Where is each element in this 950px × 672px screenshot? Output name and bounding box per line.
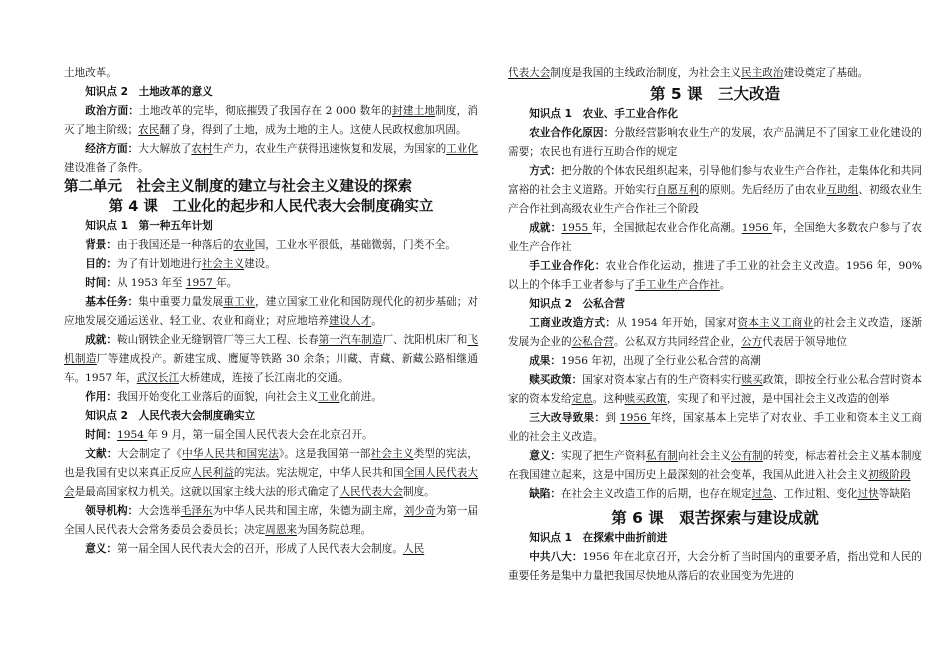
blank-answer: 赎买政策 (624, 393, 667, 405)
text: ，实现了和平过渡，是中国社会主义改造的创举 (666, 393, 890, 405)
text: 实现了把生产资料 (561, 450, 646, 462)
text: 类型的宪法，也是我国有史以来真正反应 (64, 448, 479, 479)
paragraph-leadership (64, 502, 478, 540)
blank-answer: 1956 (741, 222, 773, 234)
text: 国家对资本家占有的生产资料实行 (582, 374, 742, 386)
text: 年 9 月，第一届全国人民代表大会在北京召开。 (147, 429, 373, 441)
text: 厂、沈阳机床厂和 (382, 334, 468, 346)
label: 意义： (85, 543, 117, 555)
label: 背景： (85, 239, 117, 251)
text: 建设准备了条件。 (64, 162, 149, 174)
blank-answer: 公方 (741, 336, 763, 348)
text: 年，全国绝大多数农户参与了农业生产合作社 (508, 222, 923, 253)
label: 领导机构： (85, 505, 139, 517)
label: 时间： (85, 429, 117, 441)
blank-answer: 工业化 (446, 143, 479, 155)
text: 年终，国家基本上完毕了对农业、手工业和资本主义工商业的社会主义改造。 (508, 412, 923, 443)
paragraph-land-reform-end: 土地改革。 (64, 67, 117, 79)
text: 把分散的个体农民组织起来，引导他们参与农业生产合作社，走集体化和共同富裕的社会主义道路。开始实行 (508, 165, 923, 196)
paragraph-effect (64, 388, 478, 407)
text: 厂等建成投产。新建宝成、鹰厦等铁路 30 余条；川藏、青藏、新藏公路相继通车。1957 年， (64, 353, 479, 384)
paragraph-politics (64, 102, 478, 140)
text: ，建立国家工业化和国防现代化的初步基础；对应地发展交通运送业、轻工业、农业和商业；对应地培养 (64, 296, 479, 327)
label: 成就： (529, 222, 562, 234)
paragraph-handicraft (508, 257, 922, 295)
lesson-5-title: 第 5 课 三大改造 (649, 85, 781, 103)
blank-answer: 人民 (403, 543, 425, 555)
label: 三大改导致果： (529, 412, 606, 424)
text: 政策，即按全行业公私合营时资本家的资本发给 (508, 374, 923, 405)
paragraph-achievements (64, 331, 478, 388)
blank-answer: 社会主义 (201, 258, 245, 270)
paragraph-three-reforms-result (508, 409, 922, 447)
paragraph-eighth-congress (508, 548, 922, 586)
paragraph-significance (508, 447, 922, 485)
text: 鞍山钢铁企业无缝钢管厂等三大工程、长春 (117, 334, 319, 346)
knowledge-point-exploration: 知识点 1 在探索中曲折前进 (529, 532, 668, 544)
text: 年，全国掀起农业合作化高潮。 (591, 222, 742, 234)
knowledge-point-npc-system: 知识点 2 人民代表大会制度确实立 (85, 410, 256, 422)
text: 1956 年在北京召开，大会分析了当时国内的重要矛盾，指出党和人民的重要任务是集中力量把我国尽快地从落后的农业国变为先进的 (508, 551, 923, 582)
paragraph-agri-achievements (508, 219, 922, 257)
text: 到 (605, 412, 620, 424)
blank-answer: 毛泽东 (180, 505, 213, 517)
blank-answer: 中华人民共和国宪法 (182, 448, 279, 460)
label: 农业合作化原因： (529, 127, 615, 139)
text: 从 1954 年开始，国家对 (616, 317, 738, 329)
blank-answer: 农村 (191, 143, 213, 155)
text: 、初级农业生产合作社到高级农业生产合作社三个阶段 (508, 184, 923, 215)
blank-answer: 1955 (561, 222, 592, 234)
label: 政治方面： (85, 105, 140, 117)
blank-answer: 1957 (185, 277, 217, 289)
paragraph-method (508, 162, 922, 219)
text: 年。 (216, 277, 238, 289)
text: 为第一届全国人民代表大会常务委员会委员长；决定 (64, 505, 479, 536)
blank-answer: 第一汽车制造 (318, 334, 383, 346)
paragraph-agri-reason (508, 124, 922, 162)
paragraph-time (64, 274, 478, 293)
blank-answer: 农业 (233, 239, 255, 251)
label: 基本任务： (85, 296, 139, 308)
blank-answer: 初级阶段 (868, 469, 911, 481)
blank-answer: 1954 (116, 429, 148, 441)
paragraph-background (64, 236, 478, 255)
blank-answer: 武汉长江 (136, 372, 180, 384)
blank-answer: 代表大会 (508, 67, 551, 79)
right-column (508, 64, 922, 586)
blank-answer: 封建土地 (392, 105, 436, 117)
label: 赎买政策： (529, 374, 583, 386)
text: 农业合作化运动，推进了手工业的社会主义改造。1956 年，90%以上的个体手工业者参与了 (508, 260, 923, 291)
text: 代表居于领导地位 (762, 336, 847, 348)
label: 缺陷： (529, 488, 561, 500)
paragraph-goal (64, 255, 478, 274)
lesson-6-title: 第 6 课 艰苦探索与建设成就 (611, 509, 819, 527)
blank-answer: 过急 (751, 488, 773, 500)
text: 化前进。 (339, 391, 382, 403)
text: 建设。 (244, 258, 276, 270)
blank-answer: 私有制 (645, 450, 678, 462)
text: 的宪法。宪法规定，中华人民共和国 (233, 467, 404, 479)
text: 由于我国还是一种落后的 (116, 239, 234, 251)
blank-answer: 人民代表大会 (339, 486, 403, 498)
blank-answer: 资本主义工商业 (737, 317, 814, 329)
blank-answer: 定息 (571, 393, 593, 405)
label: 作用： (85, 391, 117, 403)
paragraph-commerce-reform (508, 314, 922, 352)
label: 工商业改造方式： (529, 317, 617, 329)
text: 大桥建成，连接了长江南北的交通。 (179, 372, 349, 384)
label: 手工业合作化： (529, 260, 606, 272)
text: 为了有计划地进行 (116, 258, 202, 270)
text: 、工作过粗、变化 (772, 488, 858, 500)
blank-answer: 1956 (619, 412, 651, 424)
knowledge-point-joint-ownership: 知识点 2 公私合营 (529, 298, 625, 310)
text: 土地改革的完毕，彻底摧毁了我国存在 2 000 数年的 (139, 105, 393, 117)
label: 目的： (85, 258, 117, 270)
text: 。 (371, 315, 382, 327)
text: 翻了身，得到了土地，成为土地的主人。这使人民政权愈加巩固。 (159, 124, 467, 136)
label: 中共八大： (529, 551, 583, 563)
text: 。公私双方共同经营企业， (613, 336, 742, 348)
blank-answer: 赎买 (741, 374, 763, 386)
blank-answer: 自愿互利 (656, 184, 700, 196)
text: 制度是我国的主线政治制度，为社会主义 (550, 67, 742, 79)
blank-answer: 飞机制造 (64, 334, 479, 365)
knowledge-point-land-reform-meaning: 知识点 2 土地改革的意义 (85, 86, 213, 98)
blank-answer: 建设人才 (328, 315, 372, 327)
text: 从 1953 年至 (116, 277, 186, 289)
blank-answer: 过快 (857, 488, 879, 500)
paragraph-basic-task (64, 293, 478, 331)
paragraph-redemption-policy (508, 371, 922, 409)
paragraph-npc-continued (508, 64, 922, 83)
label: 意义： (529, 450, 562, 462)
text: 为中华人民共和国主席，朱德为副主席， (212, 505, 404, 517)
paragraph-documents (64, 445, 478, 502)
text: 为国务院总理。 (297, 524, 372, 536)
label: 文献： (85, 448, 118, 460)
blank-answer: 公有制 (730, 450, 763, 462)
text: 。这种 (592, 393, 625, 405)
blank-answer: 社会主义 (370, 448, 414, 460)
blank-answer: 周恩来 (265, 524, 298, 536)
paragraph-joint-result (508, 352, 922, 371)
blank-answer: 互助组 (826, 184, 859, 196)
text: 在社会主义改造工作的后期，也存在规定 (560, 488, 752, 500)
text: 1956 年初，出现了全行业公私合营的高潮 (560, 355, 761, 367)
text: 大会选举 (138, 505, 181, 517)
label: 经济方面： (85, 143, 139, 155)
blank-answer: 公私合营 (571, 336, 614, 348)
paragraph-defects (508, 485, 922, 504)
text: 国，工业水平很低，基础微弱，门类不全。 (254, 239, 456, 251)
knowledge-point-five-year-plan: 知识点 1 第一种五年计划 (85, 220, 213, 232)
text: 标志着社会主义基本制度在我国建立起来，这是中国历史上最深刻的社会变革，我国从此进入社会主义 (508, 450, 923, 481)
text: 。 (719, 279, 731, 291)
paragraph-economy (64, 140, 478, 178)
label: 方式： (529, 165, 562, 177)
blank-answer: 重工业 (223, 296, 256, 308)
text: 集中重要力量发展 (138, 296, 224, 308)
text: 大大解放了 (138, 143, 192, 155)
text: 制度。 (403, 486, 435, 498)
paragraph-npc-significance (64, 540, 478, 559)
blank-answer: 手工业生产合作社 (635, 279, 720, 291)
label: 成果： (529, 355, 561, 367)
knowledge-point-cooperatives: 知识点 1 农业、手工业合作化 (529, 108, 678, 120)
text: 是最高国家权力机关。这就以国家主线大法的形式确定了 (74, 486, 340, 498)
text: 我国开始变化工业落后的面貌，向社会主义 (116, 391, 319, 403)
blank-answer: 工业 (318, 391, 340, 403)
text: 生产力，农业生产获得迅速恢复和发展，为国家的 (212, 143, 447, 155)
text: 的原则。先后经历了由农业 (699, 184, 827, 196)
text: 大会制定了《 (117, 448, 183, 460)
blank-answer: 人民利益 (191, 467, 234, 479)
label: 成就： (85, 334, 118, 346)
lesson-4-title: 第 4 课 工业化的起步和人民代表大会制度确实立 (108, 199, 434, 215)
blank-answer: 刘少奇 (403, 505, 436, 517)
text: 等缺陷 (878, 488, 911, 500)
text: 第一届全国人民代表大会的召开，形成了人民代表大会制度。 (116, 543, 403, 555)
text: 的转变， (762, 450, 806, 462)
unit-title: 第二单元 社会主义制度的建立与社会主义建设的探索 (64, 179, 412, 195)
text: 》。这是我国第一部 (278, 448, 371, 460)
text: 的社会主义改造，逐渐发展为企业的 (508, 317, 923, 348)
blank-answer: 农民 (138, 124, 160, 136)
label: 时间： (85, 277, 117, 289)
left-column (64, 64, 478, 559)
blank-answer: 全国人民代表大会 (64, 467, 479, 498)
blank-answer: 民主政治 (741, 67, 784, 79)
text: 向社会主义 (677, 450, 731, 462)
text: 制度，消灭了地主阶级； (64, 105, 479, 136)
text: 建设奠定了基础。 (783, 67, 869, 79)
paragraph-npc-time (64, 426, 478, 445)
text: 分散经营影响农业生产的发展，农产品满足不了国家工业化建设的需要；农民也有进行互助合作的规定 (508, 127, 922, 158)
